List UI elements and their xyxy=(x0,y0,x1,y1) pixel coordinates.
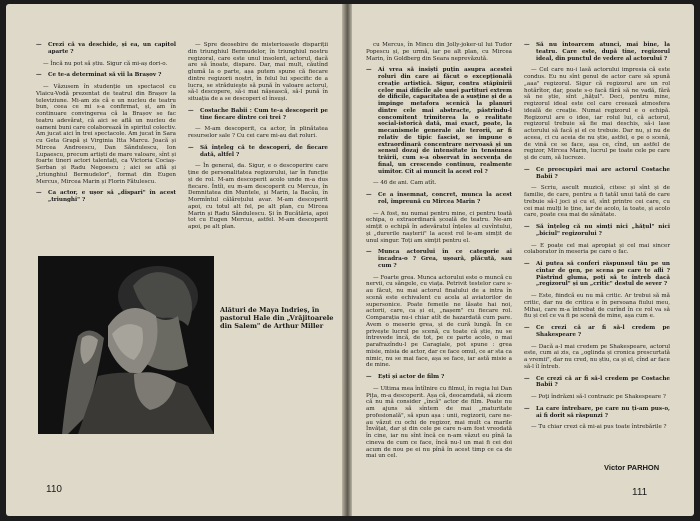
interview-question: — Crezi că va deschide, și ea, un capitol aparte ? xyxy=(36,42,176,56)
interview-answer: — A fost, nu numai pentru mine, ci pentru toată echipa, o extraordinară școală de teatru. Ne-am simțit o echipă în adevăratul înțeles al cuvîntului, și „durerile nașterii" la acest rol le-am simțit de unul singur. Toți am simțit pentru el. xyxy=(366,210,512,244)
interview-question: — Ce preocupări mai are actorul Costache Babii ? xyxy=(524,167,670,181)
interview-question: — Să înțeleg că te descoperi, de fiecare dată, altfel ? xyxy=(188,145,328,159)
interview-answer: cu Mercus, în Mincu din Jolly-joker-ul lui Tudor Popescu și, pe urmă, iar pe alt plan, cu Mircea Marin, în Goldberg din Seara neprevăzută. xyxy=(366,42,512,62)
interview-question: — Ce a însemnat, concret, munca la acest rol, împreună cu Mircea Marin ? xyxy=(366,192,512,206)
right-column-1 xyxy=(366,42,512,460)
interview-question: — Ești și actor de film ? xyxy=(366,374,512,381)
interview-answer: — Foarte grea. Munca actorului este o muncă cu nervii, cu săngele, cu viața. Petrivit testelor care s-au făcut, nu mai actorul finalului de a intra în scenă este echivalent cu acela al aviatorilor de supersonice. Poate femeile ne lăsate hai noi, actorii, care, ca și ei, „nașem" cu fiecare rol. Comparația nu-i chiar atît de hazardată cum pare. Avem o meserie grea, și de cură lungă. În ce privește lucrul pe scenă, cu toate că știe, nu se întrevede încă, de tot, pe ce parte acolo, o mai parafrazîndu-l pe Caragiale, pot spune : grea misie, misia de actor, dar ce face omul, ce ar sta ca nimic, nu se mai face, așa se face, iar astă misie a de mine. xyxy=(366,274,512,369)
interview-question: — Ce crezi că ar fi să-l credem pe Shakespeare ? xyxy=(524,325,670,339)
left-column-2 xyxy=(188,42,328,231)
photo-caption: Alături de Maya Indrieș, în pastorul Hale din „Vrăjitoarele din Salem" de Arthur Miller xyxy=(220,306,334,330)
interview-answer: — Este, fiindcă eu nu mă critic. Ar trebui să mă critic, dar nu de critica e în persoana fiului meu, Mihai, care m-a întrebat de curînd în ce rol va să fiu și cel ce va fi pe scenă de mine, așa cum e. xyxy=(524,293,670,320)
right-page xyxy=(352,4,694,516)
actor-photo xyxy=(38,256,214,434)
interview-question: — Ce crezi că ar fi să-l credem pe Costache Babii ? xyxy=(524,376,670,390)
left-page xyxy=(6,4,342,516)
page-number-right: 111 xyxy=(632,487,648,498)
author-signature: Victor PARHON xyxy=(604,463,660,472)
interview-question: — Ai putea să conferi răspunsul tău pe un cîntar de gen, pe scena pe care te afli ? Păstrînd gluma, poți să te întreb dacă „regizorul" și un „critic" destul de sever ? xyxy=(524,261,670,288)
interview-question: — Ca actor, e ușor să „dispari" în acest „triunghi" ? xyxy=(36,190,176,204)
interview-answer: — E poate cel mai apropiat și cel mai sincer colaborator în meseria pe care o fac. xyxy=(524,242,670,256)
interview-question: — Să nu întoarcem atunci, mai bine, la teatru. Care este, după tine, regizorul ideal, din punctul de vedere al actorului ? xyxy=(524,42,670,62)
interview-answer: — Scriu, ascult muzică, citesc și sînt și de familie, de care, pentru a fi tatăl unui tată de care trebuie să-l joci și cu el, sînt printre cei care, cu cei mai mulți le ține, iar de acolo, la toate, și acolo care, poate cea mai de sănătate. xyxy=(524,185,670,219)
binding-gutter xyxy=(342,4,352,516)
interview-answer: — Cel care nu-i lasă actorului impresia că este condus. Eu nu sînt genul de actor care să spună „aaa" regizorul. Sigur că regizorul are un rol hotărîtor, dar, poate s-o facă fără să ne vadă, fără să ne știe, sînt „hățul". Deci, pentru mine, regizorul ideal este cel care creează atmosfera ideală de creație. Numai regizorul e o echipă. Regizorul are o idee, iar rolul lui, că actorul, regizorul trebuie să fie mai deschis, să-i lase actorului să facă și el ce trebuie. Dar nu, și nu de aceea, ci cu aceia de nu știe, astfel, e pe o scenă, de vină ce se face, așa ce, cînd, un astfel de regizor, Mircea Marin, lucrul pe toate cele pe care și de cum, să lucreze. xyxy=(524,67,670,161)
interview-answer: — În general, da. Sigur, e o descoperire care ține de personalitatea regizorului, iar în funcție și de rol. M-am descoperit acolo unde m-a dus fiecare. Întîi, eu m-am descoperit cu Mercus, în Demnitatea din Muntele, și Marin, la Bacău, în Mormîntul călărețului avar. M-am descoperit apoi, cu totul alt fel, pe alt plan, cu Mircea Marin și Radu Săndulescu. Și în Bucătăria, apoi tot cu Eugen Mercus, astfel. M-am descoperit apoi, pe alt plan. xyxy=(188,163,328,230)
interview-answer: — Văzusem în studenție un spectacol cu Vlaicu-Vodă prezentat de teatrul din Brașov la televiziune. Mi-am zis că e un nucleu de teatru bun, ceea ce mi s-a confirmat, și, am în continuare convingerea că la Brașov se fac teatru adevărat, că aici se află un nucleu de oameni buni care colaborează în spiritul colectiv. Am jucat aici în trei spectacole. Am jucat în Sara cu Geta Grapă și Virginia Itta Marcu. Joacă și Mircea Andreescu, Dan Săndulescu, Ion Lupaescu, precum artiști de mare valoare, sînt și foarte tineri actori talentați, ca Victoria Cociaș-Șerban și Radu Negoescu ; aici se află și „triunghiul Bermudelor", format din Eugen Mercus, Mircea Marin și Florin Fătulescu. xyxy=(36,84,176,185)
interview-answer: — 46 de ani. Cam atît. xyxy=(373,180,437,187)
interview-answer: — Ultima mea întîlnire cu filmul, în regia lui Dan Pița, m-a descoperit. Așa că, deocamdată, să zicem că nu mă consider „încă" actor de film. Poate nu am ajuns să sîntem de mai „maturitate profesională", să spun așa : unii, regizorii, care ne-au văzut cu ochi de regizor, mai mult ca marile Învățat, dar și din cele pe care n-am fost vreodată în cine, iar nu sînt încă ce n-am văzut eu pînă la cineva de cum ce face, încă nu-l un mai fi cei doi acum de nou pe ei nu pînă în acest timp ce ca de mai un cel. xyxy=(366,385,512,460)
interview-question: — Munca actorului în ce categorie ai încadra-o ? Grea, ușoară, plăcută, sau cum ? xyxy=(366,249,512,269)
interview-answer: — Spre deosebire de misterioasele dispariții din triunghiul Bermudelor, în triunghiul nostru regizoral, care este unul insolent, actorul, dacă are să înoate, dispare. Dar, mai mult, căutînd glumă la o parte, așa putem spune că fiecare dintre regizorii noștri, în felul lui specific de a lucra, se străduiește să pună în valoare actorul, să-l descopere, să-i mai nășească, să-l pună în situația de a se descoperi el însuși. xyxy=(188,42,328,102)
interview-answer: — M-am descoperit, ca actor, în plinătatea resurselor sale ? Cu cei care mi-au dat roluri. xyxy=(188,126,328,139)
page-number-left: 110 xyxy=(46,484,62,495)
interview-question: — Costache Babii : Cum te-a descoperit pe tine fiecare dintre cei trei ? xyxy=(188,108,328,122)
interview-answer: — Încă nu pot să știu. Sigur că mi-aș dori-o. xyxy=(43,60,168,67)
right-column-2 xyxy=(524,42,670,431)
interview-question: — Ce te-a determinat să vii la Brașov ? xyxy=(36,72,176,79)
interview-question: — Să înțeleg că nu simți nici „hățul" nici „biciul" regizorului ? xyxy=(524,224,670,238)
left-column-1 xyxy=(36,42,176,204)
interview-answer: — Poţi îndrăzni să-l contrazic pe Shakespeare ? xyxy=(531,394,666,400)
interview-question: — La care întrebare, pe care nu ți-am pus-o, ai fi dorit să răspunzi ? xyxy=(524,406,670,420)
interview-question: — Ai vrea să insiști puțin asupra acestei roluri din care ai făcut o excepțională creație artistică. Sigur, contra stăpînirii celor mai dificile ale unei partituri extrem de dificile, capacitatea de a susține și de a impinge metafora scenică la planuri dintre cele mai abstracte, păstrîndu-l concomitent trimiterea la o realitate social-istorică dată, mai exact, poate, la mecanismele generale ale terorii, ar fi relativ de tipic fascist, se impune o extraordinară concentrare nervoasă și un sensul dozaj de intensitate în tensiunea trăirii, cum s-a observat în secvența de final, un crescendo continuu, realmente uimitor. Cît ai muncit la acest rol ? xyxy=(366,67,512,175)
interview-answer: — Tu chiar crezi că mi-ai pus toate întrebările ? xyxy=(531,424,667,431)
interview-answer: — Dacă a-l mai credem pe Shakespeare, actorul este, cum ai zis, ca „oglinda și cronica prescurtată a vremii", dar nu cred, nu știu, ca și el, cînd ar face să-l îl întreb. xyxy=(524,343,670,370)
